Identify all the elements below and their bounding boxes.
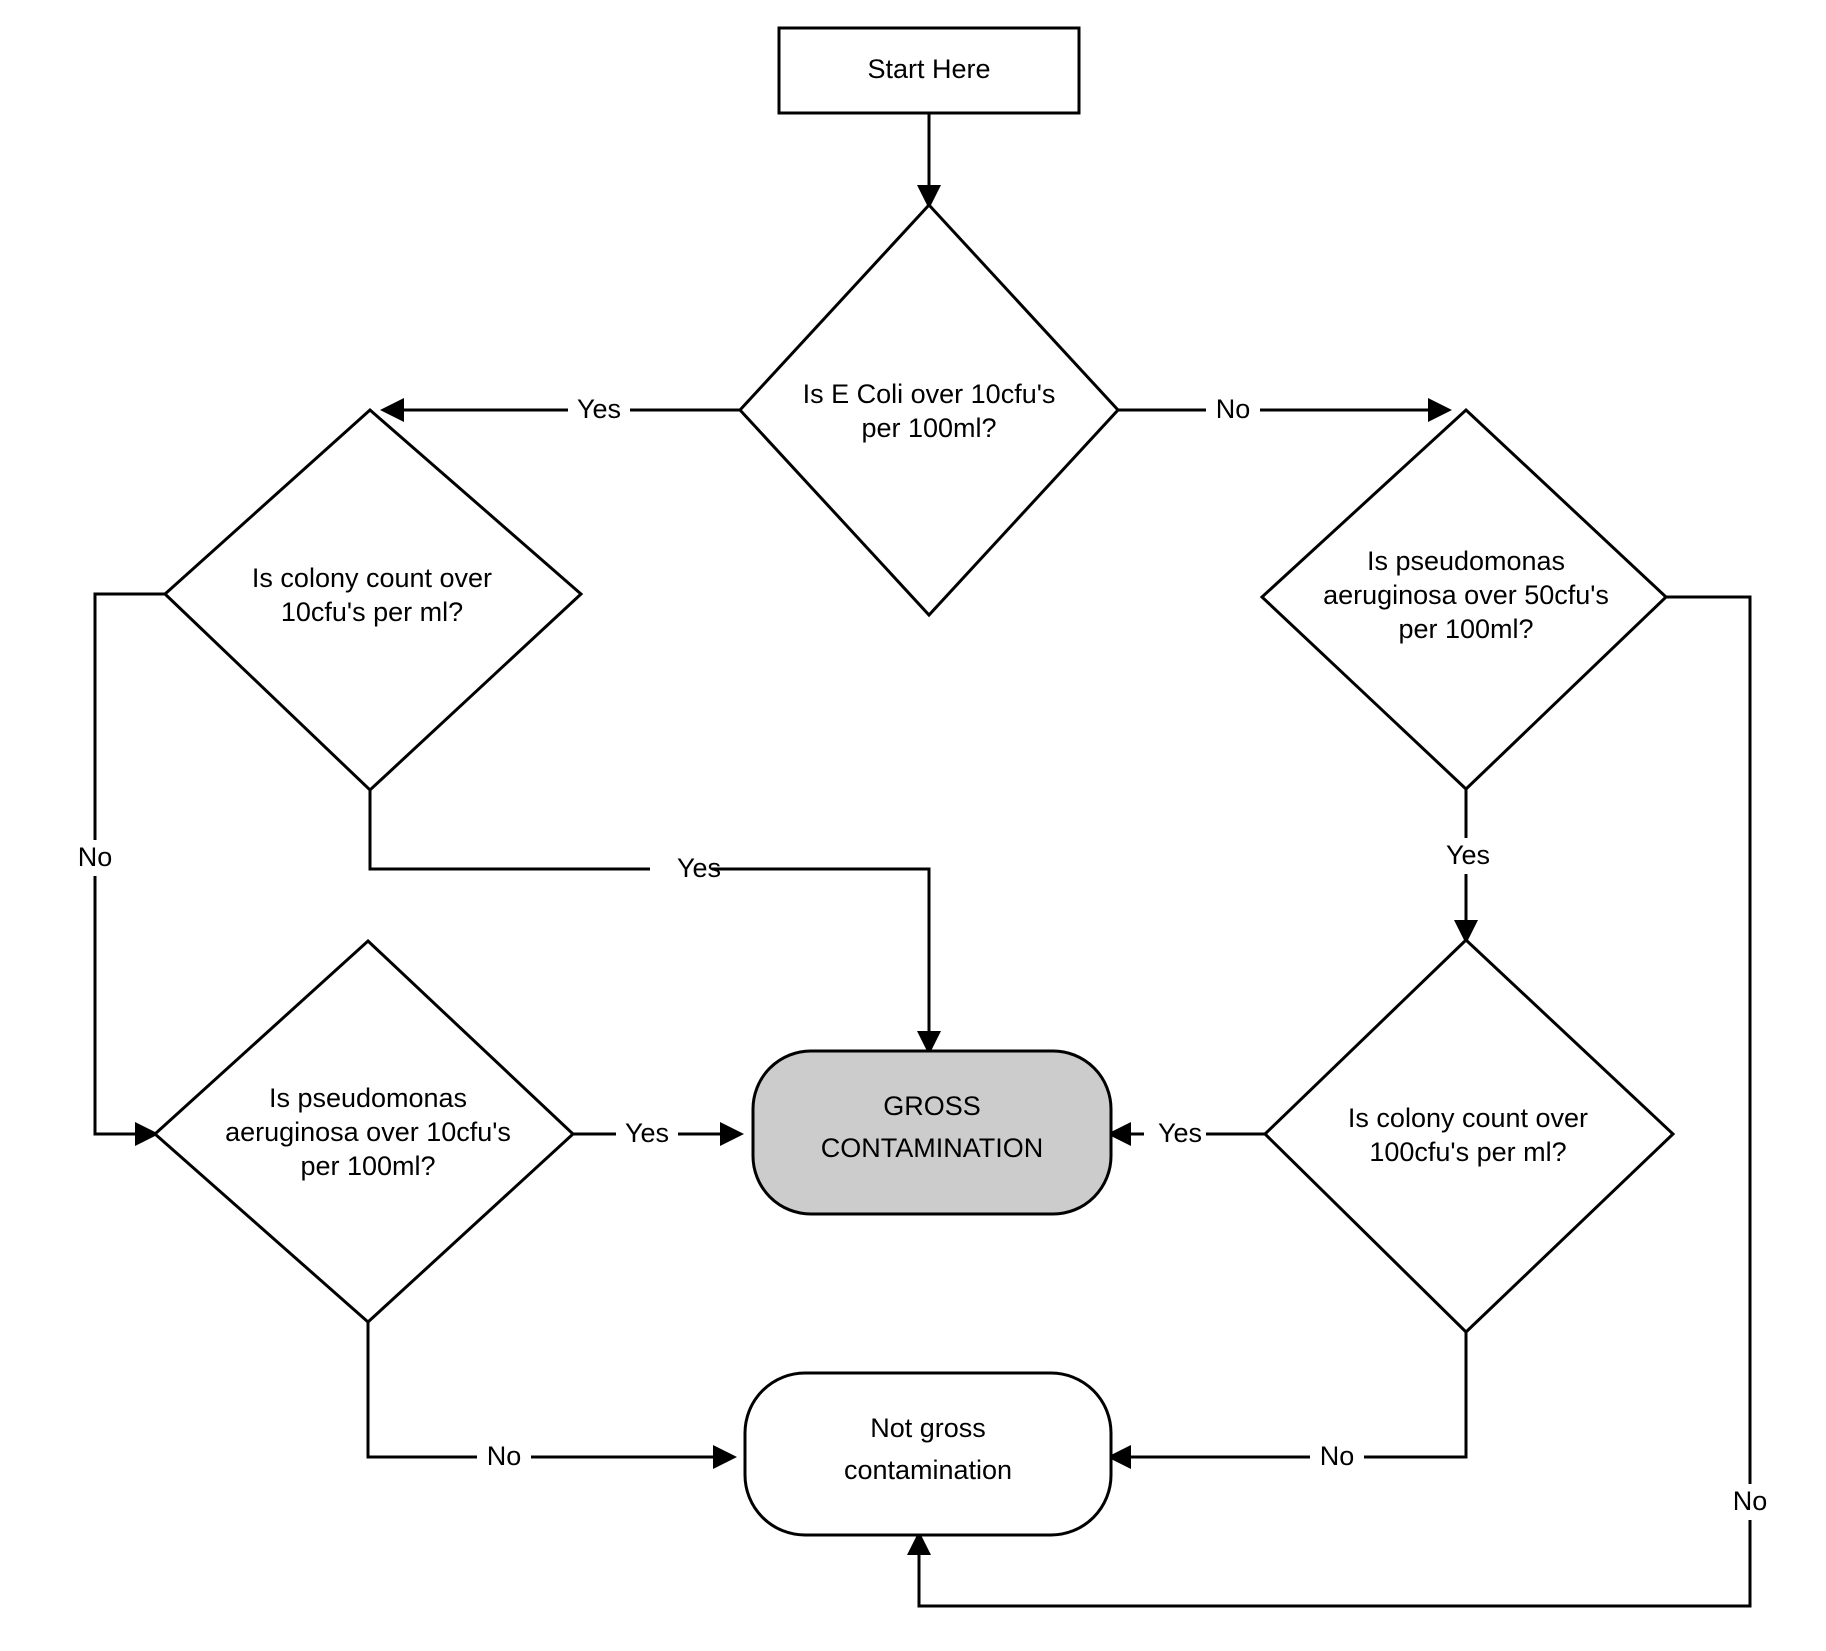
node-start[interactable] [779, 28, 1079, 113]
edge-label-ecoli-yes: Yes [576, 394, 622, 425]
node-not-gross-contamination[interactable] [745, 1373, 1111, 1535]
node-decision-pseudomonas-10[interactable] [155, 941, 573, 1322]
node-pseudo10-label-line3: per 100ml? [300, 1151, 436, 1182]
edge-colony-count-10-yes-to-gross [370, 790, 929, 1051]
node-ecoli-label-line1: Is E Coli over 10cfu's [802, 379, 1056, 410]
edge-colony-count-100-yes-to-gross [1111, 1116, 1265, 1152]
edge-label-pseudo50-yes: Yes [1445, 840, 1491, 871]
node-colony100-label-line1: Is colony count over [1347, 1103, 1589, 1134]
edge-label-ecoli-no: No [1215, 394, 1251, 425]
edge-label-pseudo10-yes: Yes [624, 1118, 670, 1149]
node-pseudo50-label-line3: per 100ml? [1398, 614, 1534, 645]
node-notgross-label-line2: contamination [843, 1455, 1013, 1486]
edge-label-pseudo50-no: No [1732, 1486, 1768, 1517]
node-pseudo10-label-line1: Is pseudomonas [268, 1083, 468, 1114]
node-pseudo50-label-line2: aeruginosa over 50cfu's [1323, 580, 1609, 611]
node-ecoli-label-line2: per 100ml? [861, 413, 997, 444]
node-pseudo10-label-line2: aeruginosa over 10cfu's [225, 1117, 511, 1148]
edge-pseudomonas-10-no-to-not-gross [368, 1322, 733, 1475]
edge-label-colony100-yes: Yes [1157, 1118, 1203, 1149]
node-notgross-label-line1: Not gross [870, 1413, 986, 1444]
edge-ecoli-no-to-pseudomonas-50 [1118, 392, 1448, 428]
edge-ecoli-yes-to-colony-count-10 [384, 392, 740, 428]
node-colony100-label-line2: 100cfu's per ml? [1369, 1137, 1567, 1168]
node-decision-ecoli[interactable] [740, 205, 1118, 615]
edge-colony-count-100-no-to-not-gross [1111, 1332, 1466, 1475]
edge-colony-count-10-no-to-pseudomonas-10 [68, 594, 165, 1134]
node-colony10-label-line1: Is colony count over [251, 563, 493, 594]
node-decision-pseudomonas-50[interactable] [1262, 410, 1666, 789]
node-decision-colony-count-10[interactable] [165, 410, 581, 790]
node-start-label: Start Here [867, 54, 991, 85]
edge-label-colony100-no: No [1319, 1441, 1355, 1472]
node-colony10-label-line2: 10cfu's per ml? [280, 597, 464, 628]
node-gross-contamination[interactable] [753, 1051, 1111, 1214]
edge-label-colony10-yes: Yes [676, 853, 722, 884]
node-pseudo50-label-line1: Is pseudomonas [1366, 546, 1566, 577]
edge-label-colony10-no: No [77, 842, 113, 873]
edge-label-pseudo10-no: No [486, 1441, 522, 1472]
node-gross-label-line1: GROSS [883, 1091, 981, 1122]
edge-pseudomonas-10-yes-to-gross [573, 1116, 740, 1152]
node-decision-colony-count-100[interactable] [1265, 940, 1673, 1332]
node-gross-label-line2: CONTAMINATION [820, 1133, 1044, 1164]
edge-pseudomonas-50-yes-to-colony-count-100 [1437, 789, 1499, 940]
